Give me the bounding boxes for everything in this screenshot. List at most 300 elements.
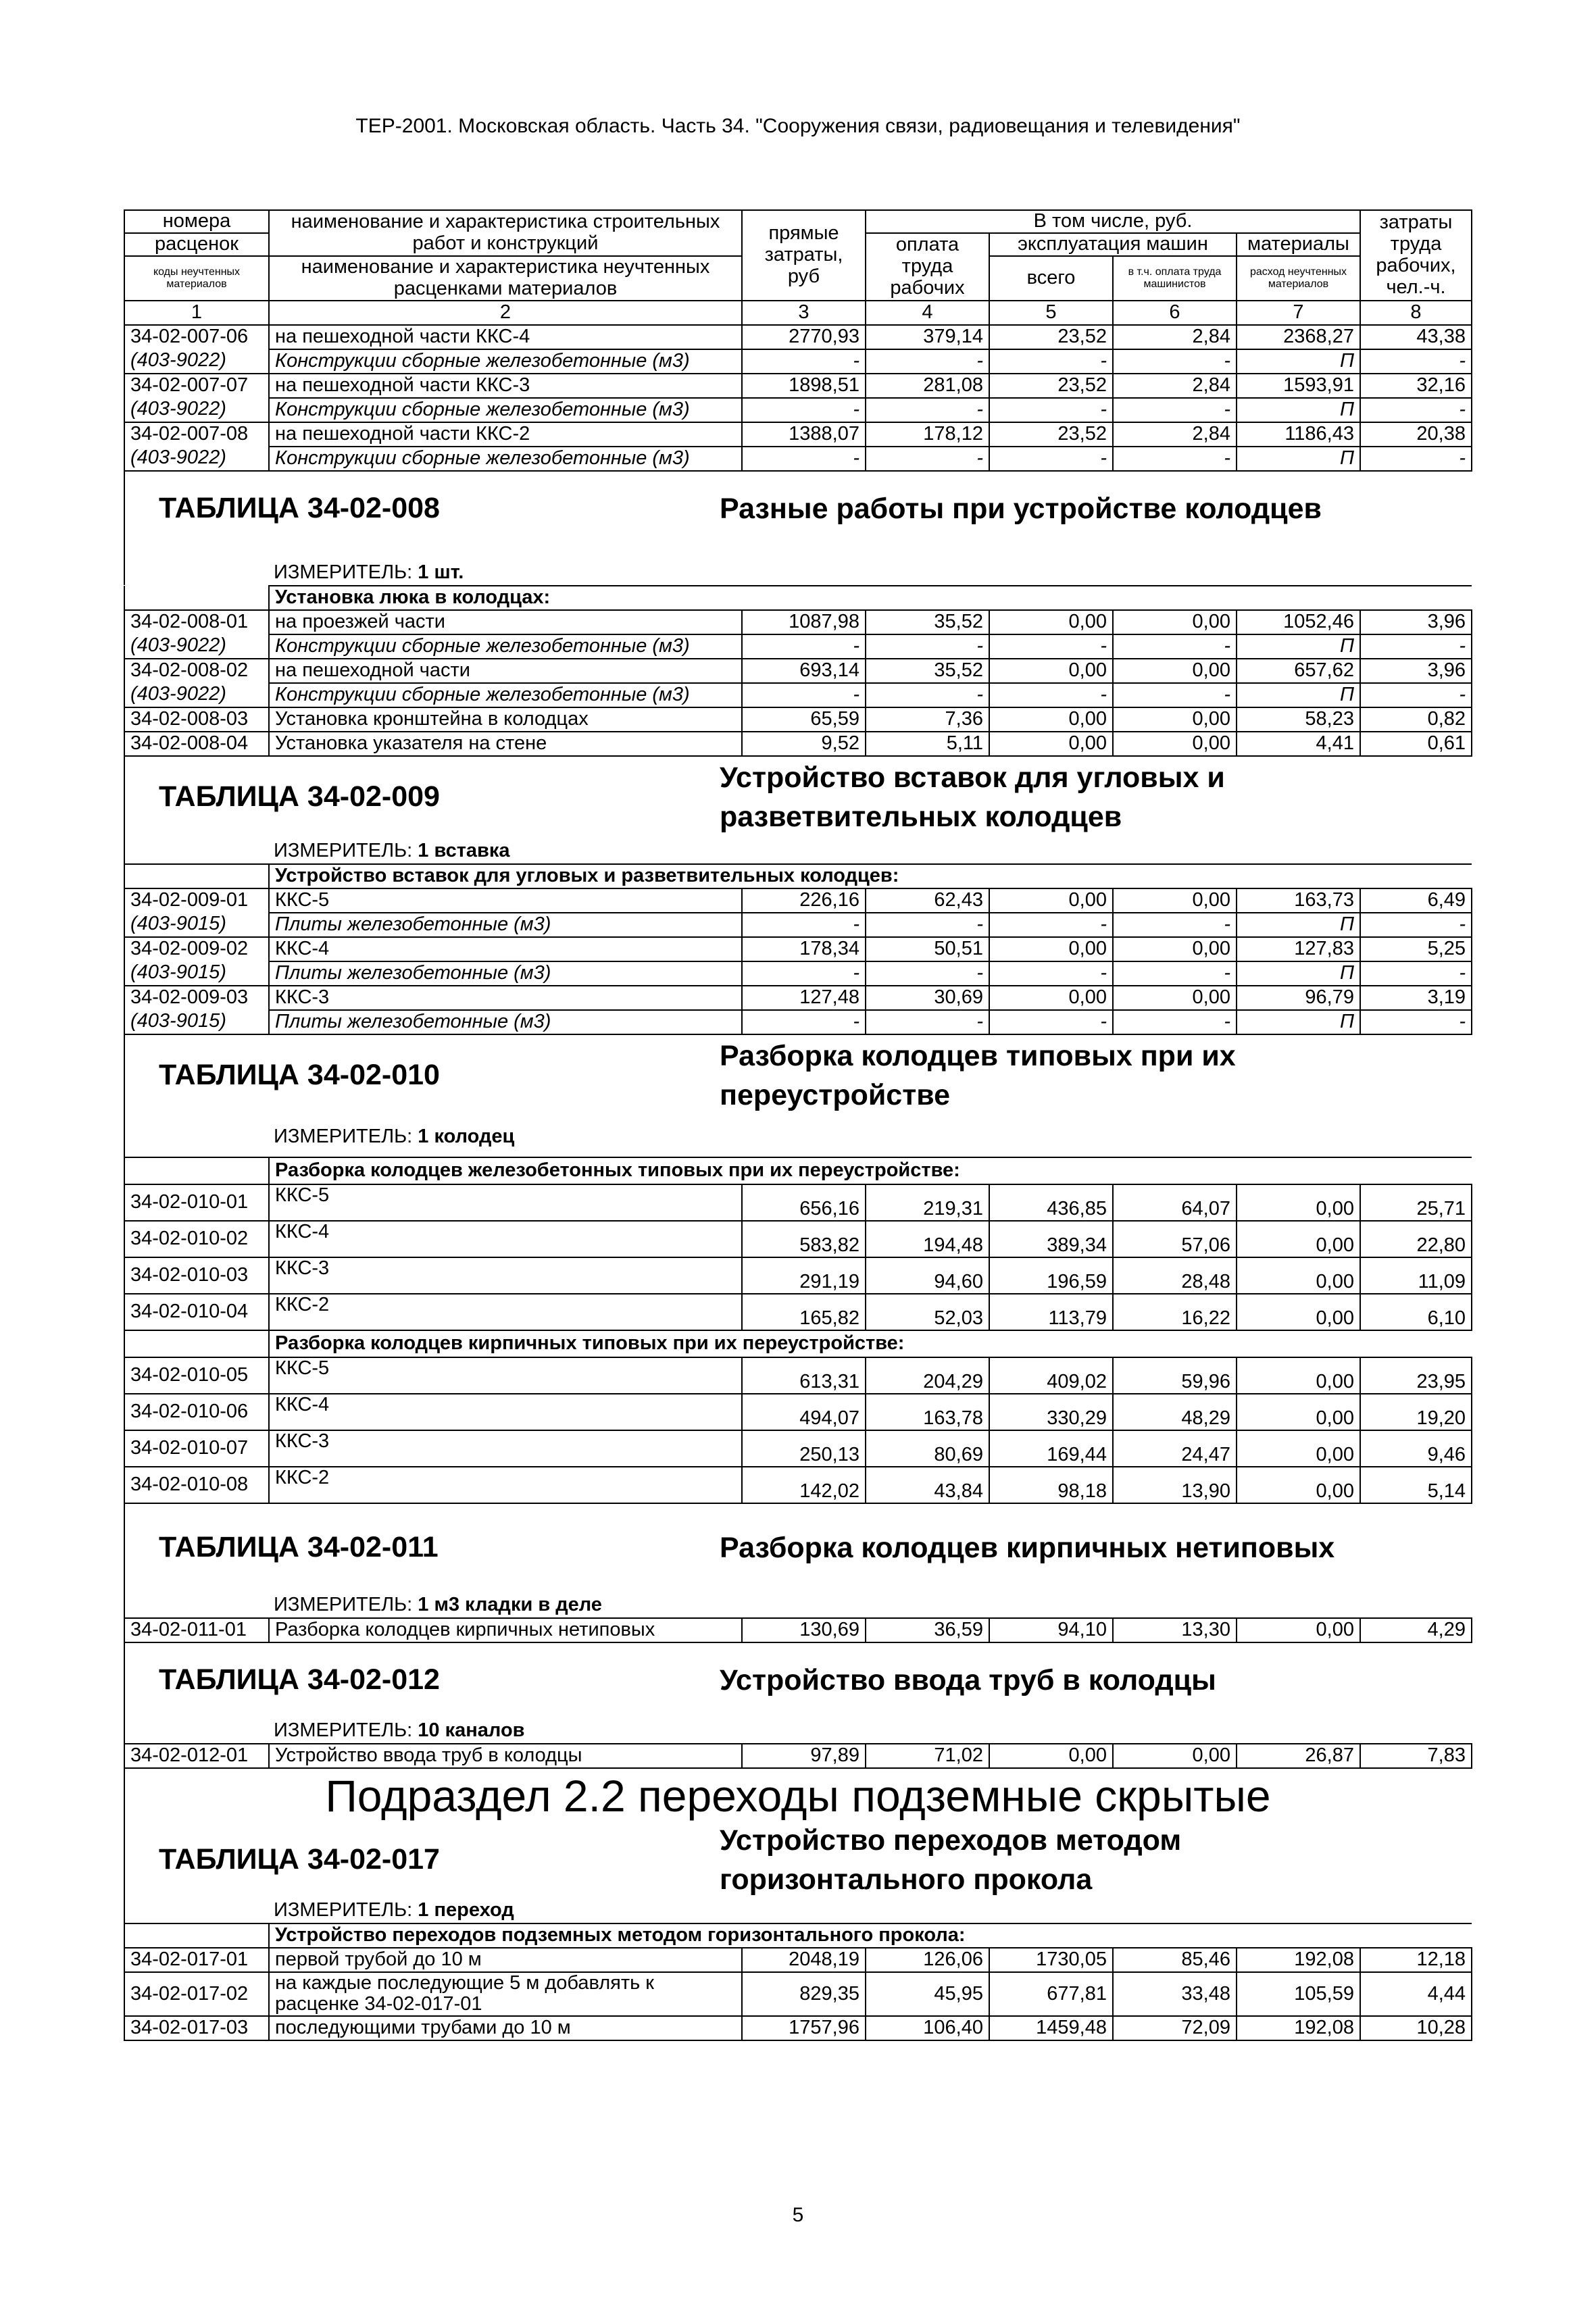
value-col-4: 194,48 <box>866 1221 989 1257</box>
rate-code: 34-02-007-07 <box>124 374 269 398</box>
group-title: Разборка колодцев железобетонных типовых при их переустройстве: <box>269 1157 1472 1184</box>
work-name: на пешеходной части <box>269 659 742 683</box>
rate-code: 34-02-010-06 <box>124 1394 269 1430</box>
col-header-wages: оплата труда рабочих <box>866 233 989 301</box>
material-col-7: П <box>1237 634 1360 659</box>
col-header-name: наименование и характеристика строительных работ и конструкций <box>269 210 742 256</box>
value-col-3: 1388,07 <box>742 422 866 447</box>
value-col-7: 2368,27 <box>1237 325 1360 349</box>
material-col-4: - <box>866 913 989 937</box>
table-row <box>124 1357 1472 1394</box>
material-col-7: П <box>1237 683 1360 707</box>
col-num-8: 8 <box>1360 301 1472 325</box>
value-col-8: 3,96 <box>1360 659 1472 683</box>
value-col-8: 23,95 <box>1360 1357 1472 1394</box>
material-col-4: - <box>866 1010 989 1034</box>
material-row <box>124 683 1472 707</box>
material-col-8: - <box>1360 349 1472 374</box>
rate-code: 34-02-009-01 <box>124 888 269 913</box>
value-col-3: 178,34 <box>742 937 866 961</box>
value-col-5: 0,00 <box>989 707 1113 732</box>
value-col-4: 71,02 <box>866 1744 989 1768</box>
value-col-8: 43,38 <box>1360 325 1472 349</box>
work-name: Разборка колодцев кирпичных нетиповых <box>269 1618 742 1642</box>
material-col-6: - <box>1113 398 1237 422</box>
value-col-6: 0,00 <box>1113 1744 1237 1768</box>
col-num-7: 7 <box>1237 301 1360 325</box>
value-col-7: 1052,46 <box>1237 610 1360 634</box>
table-row <box>124 1430 1472 1467</box>
value-col-8: 9,46 <box>1360 1430 1472 1467</box>
value-col-6: 0,00 <box>1113 610 1237 634</box>
value-col-6: 0,00 <box>1113 888 1237 913</box>
value-col-5: 23,52 <box>989 422 1113 447</box>
value-col-8: 5,25 <box>1360 937 1472 961</box>
material-col-6: - <box>1113 683 1237 707</box>
value-col-4: 106,40 <box>866 2016 989 2040</box>
table-number: ТАБЛИЦА 34-02-010 <box>159 1059 440 1092</box>
rate-code: 34-02-009-03 <box>124 986 269 1010</box>
value-col-7: 657,62 <box>1237 659 1360 683</box>
material-row <box>124 961 1472 986</box>
work-name: на проезжей части <box>269 610 742 634</box>
work-name: ККС-3 <box>269 1257 742 1294</box>
table-number: ТАБЛИЦА 34-02-012 <box>159 1663 440 1696</box>
material-row <box>124 634 1472 659</box>
value-col-8: 22,80 <box>1360 1221 1472 1257</box>
material-code: (403-9022) <box>124 683 269 707</box>
material-col-6: - <box>1113 349 1237 374</box>
value-col-6: 0,00 <box>1113 937 1237 961</box>
material-name: Конструкции сборные железобетонные (м3) <box>269 447 742 471</box>
measure-line: ИЗМЕРИТЕЛЬ: 1 вставка <box>124 838 1471 863</box>
value-col-7: 0,00 <box>1237 1294 1360 1330</box>
material-col-4: - <box>866 398 989 422</box>
table-title: Разборка колодцев кирпичных нетиповых <box>720 1531 1335 1564</box>
table-row <box>124 1618 1472 1642</box>
value-col-3: 291,19 <box>742 1257 866 1294</box>
rate-code: 34-02-010-05 <box>124 1357 269 1394</box>
subsection-title: Подраздел 2.2 переходы подземные скрытые <box>124 1769 1471 1823</box>
rate-code: 34-02-010-02 <box>124 1221 269 1257</box>
value-col-3: 1087,98 <box>742 610 866 634</box>
value-col-7: 4,41 <box>1237 732 1360 756</box>
value-col-7: 0,00 <box>1237 1430 1360 1467</box>
table-number: ТАБЛИЦА 34-02-011 <box>159 1531 439 1564</box>
material-col-4: - <box>866 683 989 707</box>
value-col-7: 58,23 <box>1237 707 1360 732</box>
table-row <box>124 1744 1472 1768</box>
table-row <box>124 707 1472 732</box>
work-name: ККС-3 <box>269 986 742 1010</box>
value-col-7: 105,59 <box>1237 1972 1360 2017</box>
value-col-6: 33,48 <box>1113 1972 1237 2017</box>
work-name: на пешеходной части ККС-3 <box>269 374 742 398</box>
value-col-3: 1898,51 <box>742 374 866 398</box>
value-col-5: 0,00 <box>989 888 1113 913</box>
table-row <box>124 2016 1472 2040</box>
material-col-3: - <box>742 913 866 937</box>
rate-code: 34-02-007-06 <box>124 325 269 349</box>
rows-011 <box>124 1618 1472 1642</box>
value-col-3: 583,82 <box>742 1221 866 1257</box>
value-col-6: 85,46 <box>1113 1948 1237 1972</box>
page-number: 5 <box>792 2204 804 2226</box>
material-col-7: П <box>1237 349 1360 374</box>
col-header-machines: эксплуатация машин <box>989 233 1237 256</box>
material-row <box>124 913 1472 937</box>
material-col-5: - <box>989 961 1113 986</box>
value-col-4: 163,78 <box>866 1394 989 1430</box>
value-col-5: 330,29 <box>989 1394 1113 1430</box>
material-col-7: П <box>1237 447 1360 471</box>
table-010-heading <box>124 1035 1471 1116</box>
value-col-7: 127,83 <box>1237 937 1360 961</box>
work-name: на пешеходной части ККС-2 <box>269 422 742 447</box>
value-col-8: 3,19 <box>1360 986 1472 1010</box>
material-col-4: - <box>866 634 989 659</box>
group-title: Разборка колодцев кирпичных типовых при их переустройстве: <box>269 1330 1472 1357</box>
value-col-3: 127,48 <box>742 986 866 1010</box>
table-row <box>124 1394 1472 1430</box>
value-col-8: 32,16 <box>1360 374 1472 398</box>
value-col-3: 9,52 <box>742 732 866 756</box>
material-col-3: - <box>742 961 866 986</box>
table-012 <box>124 1743 1472 1769</box>
material-col-3: - <box>742 634 866 659</box>
work-name: ККС-2 <box>269 1294 742 1330</box>
table-row <box>124 374 1472 398</box>
material-col-5: - <box>989 398 1113 422</box>
value-col-4: 62,43 <box>866 888 989 913</box>
material-col-5: - <box>989 447 1113 471</box>
value-col-8: 6,49 <box>1360 888 1472 913</box>
value-col-6: 13,30 <box>1113 1618 1237 1642</box>
table-011-heading <box>124 1504 1471 1592</box>
col-header-labor: затраты труда рабочих, чел.-ч. <box>1360 210 1472 301</box>
value-col-7: 1593,91 <box>1237 374 1360 398</box>
col-header-code: номера <box>124 210 269 233</box>
value-col-5: 0,00 <box>989 1744 1113 1768</box>
value-col-4: 50,51 <box>866 937 989 961</box>
value-col-6: 2,84 <box>1113 422 1237 447</box>
value-col-8: 10,28 <box>1360 2016 1472 2040</box>
rate-code: 34-02-009-02 <box>124 937 269 961</box>
material-col-7: П <box>1237 961 1360 986</box>
col-header-matcodes: коды неучтенных материалов <box>124 256 269 301</box>
value-col-4: 35,52 <box>866 610 989 634</box>
work-name: ККС-3 <box>269 1430 742 1467</box>
value-col-6: 48,29 <box>1113 1394 1237 1430</box>
material-col-7: П <box>1237 1010 1360 1034</box>
value-col-7: 0,00 <box>1237 1618 1360 1642</box>
value-col-3: 1757,96 <box>742 2016 866 2040</box>
value-col-8: 3,96 <box>1360 610 1472 634</box>
value-col-7: 0,00 <box>1237 1257 1360 1294</box>
material-code: (403-9015) <box>124 913 269 937</box>
table-row <box>124 888 1472 913</box>
value-col-7: 192,08 <box>1237 2016 1360 2040</box>
table-number: ТАБЛИЦА 34-02-008 <box>159 492 440 525</box>
measure-line: ИЗМЕРИТЕЛЬ: 1 шт. <box>124 546 1471 585</box>
col-num-5: 5 <box>989 301 1113 325</box>
table-row <box>124 610 1472 634</box>
value-col-4: 204,29 <box>866 1357 989 1394</box>
rows-012 <box>124 1744 1472 1768</box>
value-col-3: 142,02 <box>742 1467 866 1503</box>
rows-008-simple <box>124 707 1472 756</box>
value-col-3: 829,35 <box>742 1972 866 2017</box>
material-code: (403-9022) <box>124 398 269 422</box>
table-row <box>124 1294 1472 1330</box>
material-col-5: - <box>989 1010 1113 1034</box>
value-col-8: 4,29 <box>1360 1618 1472 1642</box>
material-row <box>124 447 1472 471</box>
group-title: Устройство переходов подземных методом горизонтального прокола: <box>269 1923 1472 1948</box>
material-code: (403-9015) <box>124 1010 269 1034</box>
value-col-6: 24,47 <box>1113 1430 1237 1467</box>
table-010 <box>124 1157 1472 1504</box>
table-row <box>124 986 1472 1010</box>
work-name: Установка кронштейна в колодцах <box>269 707 742 732</box>
value-col-5: 0,00 <box>989 610 1113 634</box>
value-col-5: 389,34 <box>989 1221 1113 1257</box>
value-col-7: 1186,43 <box>1237 422 1360 447</box>
rate-code: 34-02-007-08 <box>124 422 269 447</box>
value-col-7: 0,00 <box>1237 1467 1360 1503</box>
material-code: (403-9022) <box>124 349 269 374</box>
value-col-5: 169,44 <box>989 1430 1113 1467</box>
rate-code: 34-02-008-01 <box>124 610 269 634</box>
material-code: (403-9015) <box>124 961 269 986</box>
rate-code: 34-02-010-04 <box>124 1294 269 1330</box>
rate-code: 34-02-008-02 <box>124 659 269 683</box>
material-col-6: - <box>1113 961 1237 986</box>
value-col-3: 250,13 <box>742 1430 866 1467</box>
material-col-5: - <box>989 349 1113 374</box>
table-row <box>124 732 1472 756</box>
rate-code: 34-02-017-03 <box>124 2016 269 2040</box>
material-col-7: П <box>1237 913 1360 937</box>
work-name: ККС-4 <box>269 1221 742 1257</box>
rate-code: 34-02-012-01 <box>124 1744 269 1768</box>
value-col-8: 11,09 <box>1360 1257 1472 1294</box>
material-col-8: - <box>1360 447 1472 471</box>
value-col-4: 178,12 <box>866 422 989 447</box>
table-title: Устройство ввода труб в колодцы <box>720 1663 1216 1696</box>
value-col-8: 19,20 <box>1360 1394 1472 1430</box>
material-code: (403-9022) <box>124 634 269 659</box>
col-num-3: 3 <box>742 301 866 325</box>
value-col-3: 656,16 <box>742 1184 866 1221</box>
col-header-incl: В том числе, руб. <box>866 210 1360 233</box>
material-col-8: - <box>1360 398 1472 422</box>
col-num-4: 4 <box>866 301 989 325</box>
value-col-7: 0,00 <box>1237 1221 1360 1257</box>
value-col-4: 45,95 <box>866 1972 989 2017</box>
table-008 <box>124 585 1472 757</box>
value-col-4: 126,06 <box>866 1948 989 1972</box>
value-col-7: 96,79 <box>1237 986 1360 1010</box>
value-col-3: 2770,93 <box>742 325 866 349</box>
rate-code: 34-02-010-07 <box>124 1430 269 1467</box>
value-col-6: 0,00 <box>1113 732 1237 756</box>
table-number: ТАБЛИЦА 34-02-009 <box>159 780 440 813</box>
rows-010-b <box>124 1357 1472 1503</box>
material-col-6: - <box>1113 913 1237 937</box>
value-col-4: 7,36 <box>866 707 989 732</box>
value-col-6: 0,00 <box>1113 986 1237 1010</box>
value-col-5: 23,52 <box>989 325 1113 349</box>
work-name: ККС-2 <box>269 1467 742 1503</box>
value-col-4: 35,52 <box>866 659 989 683</box>
table-row <box>124 1257 1472 1294</box>
col-num-1: 1 <box>124 301 269 325</box>
table-title: Разборка колодцев типовых при их переустройстве <box>720 1039 1236 1111</box>
material-col-3: - <box>742 447 866 471</box>
group-title: Устройство вставок для угловых и разветвительных колодцев: <box>269 864 1472 888</box>
value-col-8: 5,14 <box>1360 1467 1472 1503</box>
value-col-8: 12,18 <box>1360 1948 1472 1972</box>
rows-007 <box>124 325 1472 471</box>
material-row <box>124 398 1472 422</box>
material-col-5: - <box>989 634 1113 659</box>
material-col-8: - <box>1360 961 1472 986</box>
col-header-mach-wages: в т.ч. оплата труда машинистов <box>1113 256 1237 301</box>
table-row <box>124 1221 1472 1257</box>
material-row <box>124 349 1472 374</box>
material-col-3: - <box>742 1010 866 1034</box>
value-col-6: 57,06 <box>1113 1221 1237 1257</box>
value-col-8: 0,61 <box>1360 732 1472 756</box>
value-col-8: 7,83 <box>1360 1744 1472 1768</box>
value-col-4: 219,31 <box>866 1184 989 1221</box>
measure-line: ИЗМЕРИТЕЛЬ: 1 м3 кладки в деле <box>124 1592 1471 1617</box>
material-col-4: - <box>866 961 989 986</box>
table-number: ТАБЛИЦА 34-02-017 <box>159 1843 440 1876</box>
value-col-4: 52,03 <box>866 1294 989 1330</box>
table-title: Устройство переходов методом горизонтального прокола <box>720 1823 1182 1896</box>
col-num-6: 6 <box>1113 301 1237 325</box>
value-col-5: 94,10 <box>989 1618 1113 1642</box>
value-col-3: 613,31 <box>742 1357 866 1394</box>
value-col-8: 25,71 <box>1360 1184 1472 1221</box>
value-col-5: 113,79 <box>989 1294 1113 1330</box>
material-name: Конструкции сборные железобетонные (м3) <box>269 683 742 707</box>
rate-code: 34-02-017-01 <box>124 1948 269 1972</box>
value-col-6: 2,84 <box>1113 374 1237 398</box>
value-col-6: 72,09 <box>1113 2016 1237 2040</box>
table-row <box>124 937 1472 961</box>
value-col-4: 5,11 <box>866 732 989 756</box>
table-row <box>124 1184 1472 1221</box>
rows-010-a <box>124 1184 1472 1330</box>
material-col-8: - <box>1360 913 1472 937</box>
material-col-4: - <box>866 349 989 374</box>
material-name: Плиты железобетонные (м3) <box>269 1010 742 1034</box>
value-col-5: 23,52 <box>989 374 1113 398</box>
work-name: ККС-5 <box>269 1357 742 1394</box>
value-col-3: 226,16 <box>742 888 866 913</box>
table-017-heading <box>124 1823 1471 1897</box>
material-code: (403-9022) <box>124 447 269 471</box>
value-col-6: 0,00 <box>1113 707 1237 732</box>
material-col-5: - <box>989 683 1113 707</box>
value-col-4: 36,59 <box>866 1618 989 1642</box>
material-name: Плиты железобетонные (м3) <box>269 913 742 937</box>
value-col-5: 677,81 <box>989 1972 1113 2017</box>
table-row <box>124 1467 1472 1503</box>
value-col-5: 1459,48 <box>989 2016 1113 2040</box>
material-name: Плиты железобетонные (м3) <box>269 961 742 986</box>
work-name: последующими трубами до 10 м <box>269 2016 742 2040</box>
col-num-2: 2 <box>269 301 742 325</box>
material-row <box>124 1010 1472 1034</box>
material-col-3: - <box>742 683 866 707</box>
material-col-8: - <box>1360 634 1472 659</box>
measure-line: ИЗМЕРИТЕЛЬ: 1 колодец <box>124 1116 1471 1157</box>
value-col-4: 80,69 <box>866 1430 989 1467</box>
col-header-code-2: расценок <box>124 233 269 256</box>
value-col-5: 0,00 <box>989 659 1113 683</box>
value-col-4: 94,60 <box>866 1257 989 1294</box>
value-col-4: 379,14 <box>866 325 989 349</box>
table-title: Разные работы при устройстве колодцев <box>720 492 1322 525</box>
table-017 <box>124 1923 1472 2042</box>
page-header: ТЕР-2001. Московская область. Часть 34. "Сооружения связи, радиовещания и телевидения" <box>355 115 1241 137</box>
value-col-7: 0,00 <box>1237 1357 1360 1394</box>
rows-009 <box>124 888 1472 1034</box>
table-008-heading <box>124 472 1471 546</box>
table-row <box>124 325 1472 349</box>
value-col-3: 494,07 <box>742 1394 866 1430</box>
rate-code: 34-02-011-01 <box>124 1618 269 1642</box>
work-name: Устройство ввода труб в колодцы <box>269 1744 742 1768</box>
work-name: первой трубой до 10 м <box>269 1948 742 1972</box>
rows-008 <box>124 610 1472 707</box>
rate-code: 34-02-010-03 <box>124 1257 269 1294</box>
value-col-7: 0,00 <box>1237 1394 1360 1430</box>
value-col-7: 192,08 <box>1237 1948 1360 1972</box>
rate-code: 34-02-010-01 <box>124 1184 269 1221</box>
value-col-4: 30,69 <box>866 986 989 1010</box>
value-col-8: 20,38 <box>1360 422 1472 447</box>
table-009 <box>124 863 1472 1035</box>
rows-017 <box>124 1948 1472 2041</box>
material-name: Конструкции сборные железобетонные (м3) <box>269 398 742 422</box>
table-row <box>124 422 1472 447</box>
value-col-4: 281,08 <box>866 374 989 398</box>
value-col-5: 409,02 <box>989 1357 1113 1394</box>
value-col-5: 1730,05 <box>989 1948 1113 1972</box>
value-col-3: 165,82 <box>742 1294 866 1330</box>
document-body <box>124 209 1471 2041</box>
value-col-3: 130,69 <box>742 1618 866 1642</box>
material-col-3: - <box>742 398 866 422</box>
work-name: ККС-5 <box>269 1184 742 1221</box>
material-name: Конструкции сборные железобетонные (м3) <box>269 349 742 374</box>
value-col-7: 26,87 <box>1237 1744 1360 1768</box>
value-col-6: 64,07 <box>1113 1184 1237 1221</box>
value-col-6: 2,84 <box>1113 325 1237 349</box>
measure-line: ИЗМЕРИТЕЛЬ: 1 переход <box>124 1897 1471 1923</box>
work-name: ККС-4 <box>269 1394 742 1430</box>
material-col-7: П <box>1237 398 1360 422</box>
rate-code: 34-02-017-02 <box>124 1972 269 2017</box>
table-009-heading <box>124 757 1471 838</box>
value-col-7: 0,00 <box>1237 1184 1360 1221</box>
work-name: ККС-4 <box>269 937 742 961</box>
